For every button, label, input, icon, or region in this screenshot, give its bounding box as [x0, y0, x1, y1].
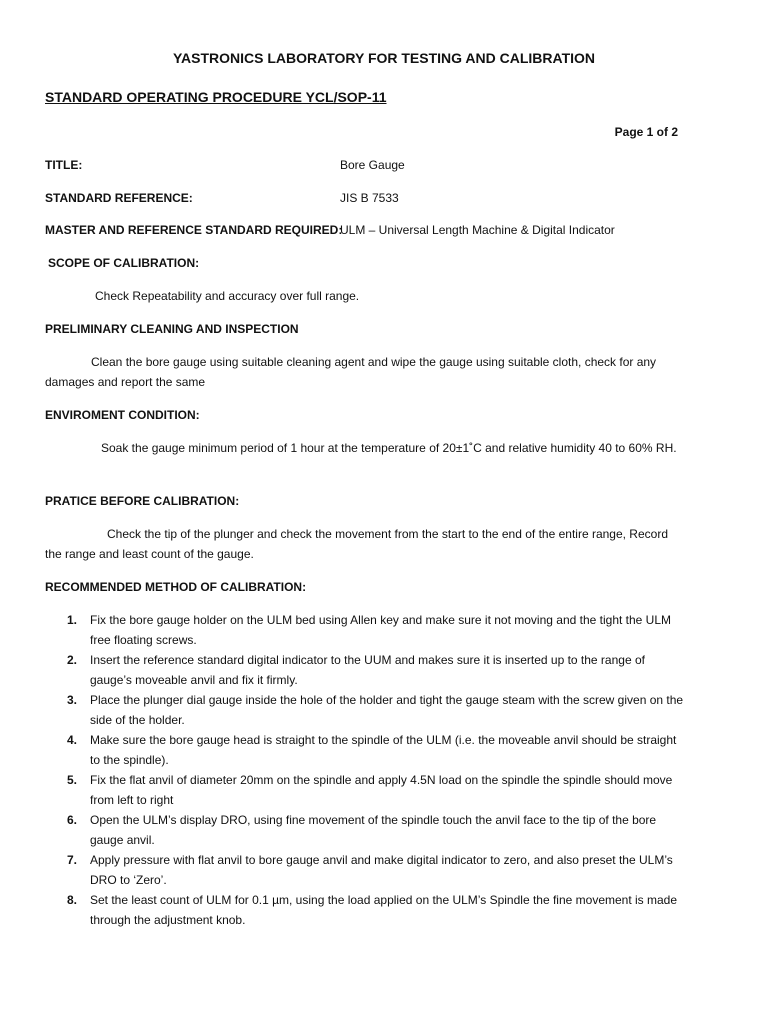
- step-number: 5.: [67, 773, 78, 787]
- step-text: Apply pressure with flat anvil to bore gauge anvil and make digital indicator to zero, and also preset the ULM’s DRO to ‘Zero’.: [90, 853, 673, 887]
- page-number: Page 1 of 2: [614, 125, 678, 139]
- standard-reference-value: JIS B 7533: [340, 191, 399, 205]
- practice-heading: PRATICE BEFORE CALIBRATION:: [45, 494, 240, 508]
- step-item: [45, 730, 685, 770]
- step-item: [45, 690, 685, 730]
- title-value: Bore Gauge: [340, 158, 405, 172]
- cleaning-heading: PRELIMINARY CLEANING AND INSPECTION: [45, 322, 299, 336]
- step-text: Set the least count of ULM for 0.1 µm, using the load applied on the ULM’s Spindle the fine movement is made through the adjustment knob.: [90, 893, 678, 927]
- step-item: [45, 650, 685, 690]
- step-text: Make sure the bore gauge head is straight to the spindle of the ULM (i.e. the moveable anvil should be straight to the spindle).: [90, 733, 677, 767]
- title-label: TITLE:: [45, 158, 83, 172]
- step-number: 4.: [67, 733, 78, 747]
- lab-title: YASTRONICS LABORATORY FOR TESTING AND CALIBRATION: [172, 50, 596, 66]
- step-number: 3.: [67, 693, 78, 707]
- step-text: Open the ULM’s display DRO, using fine movement of the spindle touch the anvil face to the tip of the bore gauge anvil.: [90, 813, 657, 847]
- cleaning-body: Clean the bore gauge using suitable cleaning agent and wipe the gauge using suitable cloth, check for any damages and report the same: [45, 355, 657, 389]
- step-text: Place the plunger dial gauge inside the hole of the holder and tight the gauge steam with the screw given on the side of the holder.: [90, 693, 684, 727]
- step-number: 6.: [67, 813, 78, 827]
- method-heading: RECOMMENDED METHOD OF CALIBRATION:: [45, 580, 307, 594]
- standard-reference-label: STANDARD REFERENCE:: [45, 191, 193, 205]
- step-number: 2.: [67, 653, 78, 667]
- environment-heading: ENVIROMENT CONDITION:: [45, 408, 200, 422]
- environment-body: Soak the gauge minimum period of 1 hour at the temperature of 20±1˚C and relative humidity 40 to 60% RH.: [101, 441, 677, 455]
- step-text: Fix the bore gauge holder on the ULM bed using Allen key and make sure it not moving and the tight the ULM free floating screws.: [90, 613, 672, 647]
- scope-heading: SCOPE OF CALIBRATION:: [48, 256, 200, 270]
- step-text: Fix the flat anvil of diameter 20mm on the spindle and apply 4.5N load on the spindle the spindle should move from left to right: [90, 773, 673, 807]
- step-number: 1.: [67, 613, 78, 627]
- master-standard-value: ULM – Universal Length Machine & Digital Indicator: [340, 223, 615, 237]
- calibration-steps: [45, 610, 685, 930]
- step-number: 8.: [67, 893, 78, 907]
- step-item: [45, 850, 685, 890]
- sop-title: STANDARD OPERATING PROCEDURE YCL/SOP-11: [45, 89, 387, 105]
- scope-body: Check Repeatability and accuracy over full range.: [95, 289, 360, 303]
- master-standard-label: MASTER AND REFERENCE STANDARD REQUIRED:: [45, 223, 343, 237]
- step-item: [45, 810, 685, 850]
- step-item: [45, 610, 685, 650]
- step-text: Insert the reference standard digital indicator to the UUM and makes sure it is inserted up to the range of gauge’s moveable anvil and fix it firmly.: [90, 653, 645, 687]
- step-number: 7.: [67, 853, 78, 867]
- step-item: [45, 770, 685, 810]
- practice-body: Check the tip of the plunger and check the movement from the start to the end of the entire range, Record the range and least count of the gauge.: [45, 527, 668, 561]
- step-item: [45, 890, 685, 930]
